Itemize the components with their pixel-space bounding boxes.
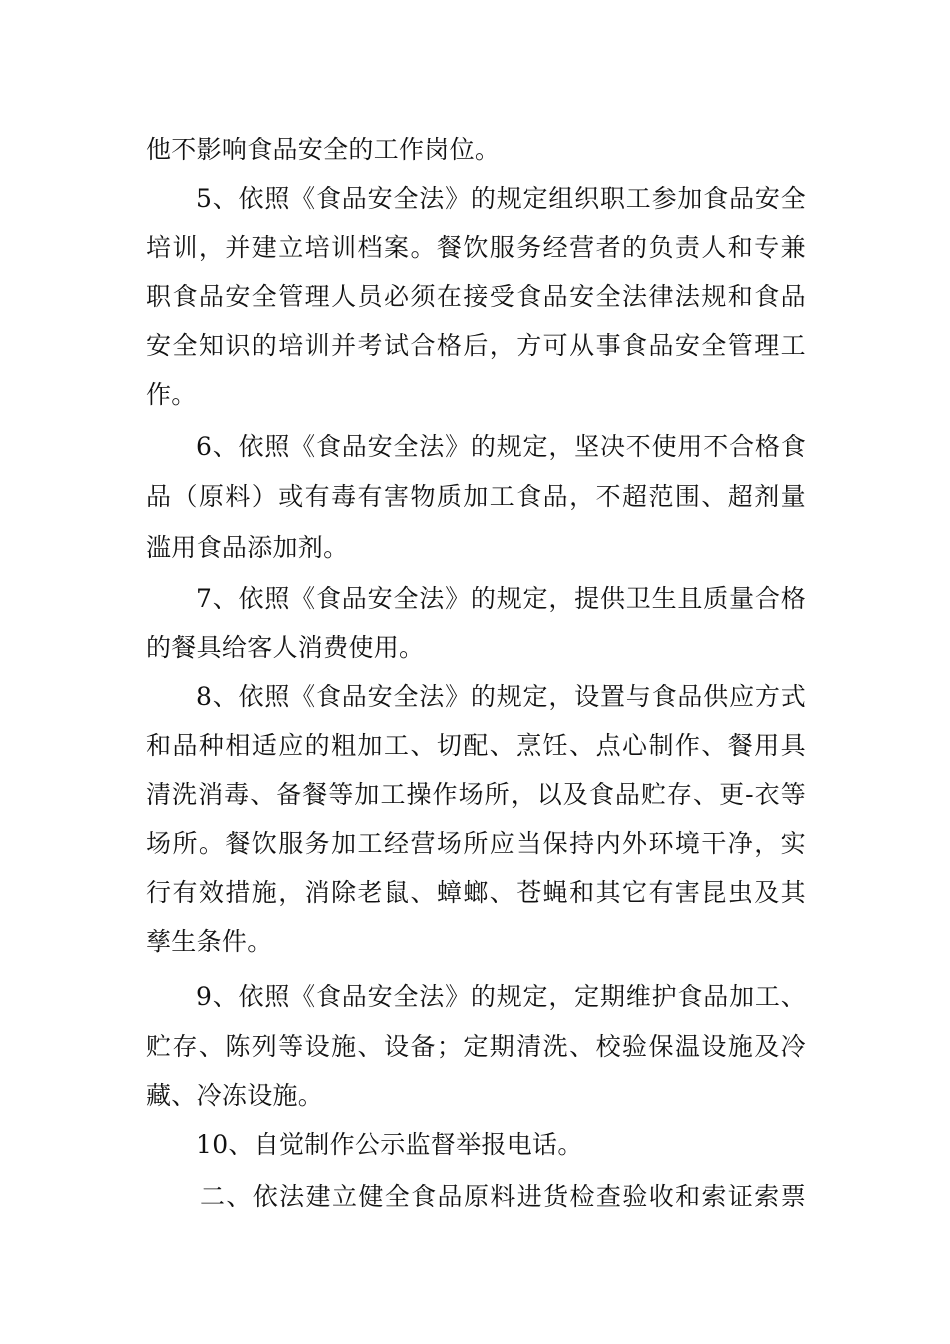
text-line: 5、依照《食品安全法》的规定组织职工参加食品安全 — [196, 184, 806, 213]
text-line: 职食品安全管理人员必须在接受食品安全法律法规和食品 — [146, 282, 806, 311]
text-line: 安全知识的培训并考试合格后，方可从事食品安全管理工 — [146, 331, 806, 360]
text-line: 的餐具给客人消费使用。 — [146, 633, 425, 662]
text-line: 和品种相适应的粗加工、切配、烹饪、点心制作、餐用具 — [146, 731, 806, 760]
text-line: 9、依照《食品安全法》的规定，定期维护食品加工、 — [196, 982, 806, 1011]
text-line: 作。 — [146, 380, 197, 409]
text-line: 清洗消毒、备餐等加工操作场所，以及食品贮存、更-衣等 — [146, 780, 806, 809]
text-line: 他不影响食品安全的工作岗位。 — [146, 135, 501, 164]
text-line: 10、自觉制作公示监督举报电话。 — [196, 1130, 583, 1159]
text-line: 培训，并建立培训档案。餐饮服务经营者的负责人和专兼 — [146, 233, 806, 262]
text-line: 行有效措施，消除老鼠、蟑螂、苍蝇和其它有害昆虫及其 — [146, 878, 806, 907]
text-line: 7、依照《食品安全法》的规定，提供卫生且质量合格 — [196, 584, 806, 613]
text-line: 8、依照《食品安全法》的规定，设置与食品供应方式 — [196, 682, 806, 711]
text-line: 藏、冷冻设施。 — [146, 1081, 324, 1110]
section-heading-line: 二、依法建立健全食品原料进货检查验收和索证索票 — [200, 1182, 806, 1211]
text-line: 品（原料）或有毒有害物质加工食品，不超范围、超剂量 — [146, 482, 806, 511]
text-line: 滥用食品添加剂。 — [146, 533, 349, 562]
text-line: 场所。餐饮服务加工经营场所应当保持内外环境干净，实 — [146, 829, 806, 858]
text-line: 贮存、陈列等设施、设备；定期清洗、校验保温设施及冷 — [146, 1032, 806, 1061]
text-line: 孳生条件。 — [146, 927, 273, 956]
text-line: 6、依照《食品安全法》的规定，坚决不使用不合格食 — [196, 432, 806, 461]
